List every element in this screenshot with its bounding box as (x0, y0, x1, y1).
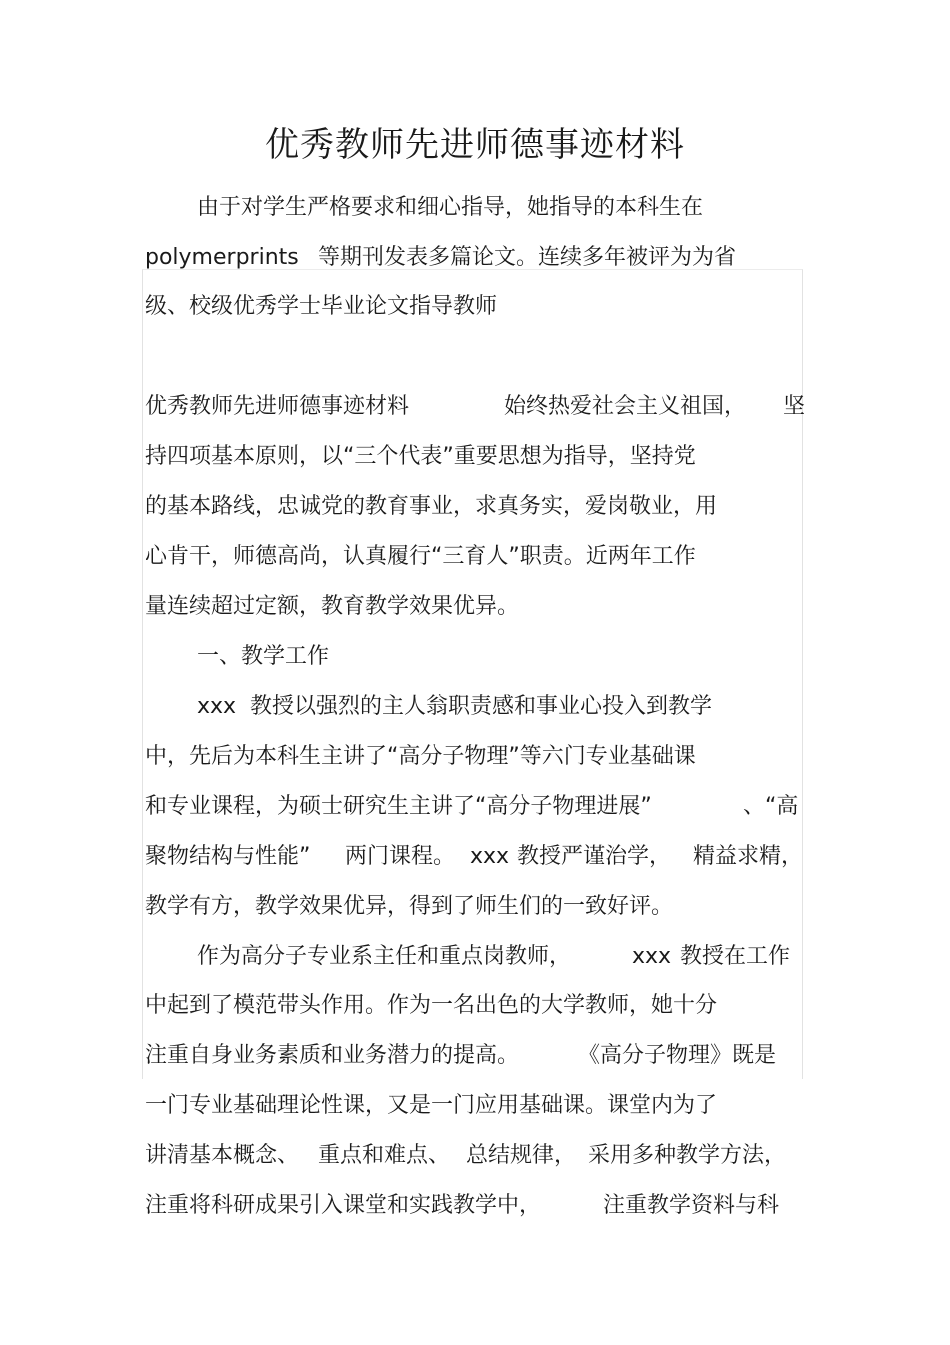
text-line-13-segment-2: 两门课程。 (345, 844, 456, 869)
text-line-17-segment-2: 《高分子物理》既是 (578, 1043, 777, 1068)
text-line-15-segment-3: 教授在工作 (680, 944, 791, 969)
text-line-3-segment-1: 级、校级优秀学士毕业论文指导教师 (145, 294, 498, 319)
text-line-17-segment-1: 注重自身业务素质和业务潜力的提高。 (145, 1043, 520, 1068)
text-line-19-segment-3: 总结规律， (466, 1143, 577, 1168)
text-line-15-segment-2: xxx (632, 944, 672, 969)
text-line-13-segment-5: 精益求精， (693, 844, 804, 869)
text-line-13-segment-4: 教授严谨治学， (517, 844, 672, 869)
text-line-4-segment-2: 始终热爱社会主义祖国， (504, 394, 747, 419)
text-line-2-segment-2: 等期刊发表多篇论文。连续多年被评为为省 (318, 245, 737, 270)
text-line-5-segment-1: 持四项基本原则，以“三个代表”重要思想为指导，坚持党 (145, 444, 696, 469)
text-line-1-segment-1: 由于对学生严格要求和细心指导，她指导的本科生在 (197, 195, 704, 220)
text-line-12-segment-1: 和专业课程，为硕士研究生主讲了“高分子物理进展” (145, 794, 652, 819)
document-title: 优秀教师先进师德事迹材料 (265, 125, 685, 165)
text-line-19-segment-2: 重点和难点、 (318, 1143, 451, 1168)
text-line-10-segment-1: xxx (197, 694, 237, 719)
text-line-4-segment-1: 优秀教师先进师德事迹材料 (145, 394, 410, 419)
text-line-9-segment-1: 一、教学工作 (197, 644, 330, 669)
text-line-6-segment-1: 的基本路线，忠诚党的教育事业，求真务实，爱岗敬业，用 (145, 494, 718, 519)
text-line-20-segment-2: 注重教学资料与科 (603, 1193, 780, 1218)
text-line-7-segment-1: 心肯干，师德高尚，认真履行“三育人”职责。近两年工作 (145, 544, 696, 569)
text-line-19-segment-4: 采用多种教学方法， (588, 1143, 787, 1168)
text-line-13-segment-3: xxx (470, 844, 510, 869)
text-line-14-segment-1: 教学有方，教学效果优异，得到了师生们的一致好评。 (145, 894, 674, 919)
text-line-20-segment-1: 注重将科研成果引入课堂和实践教学中， (145, 1193, 542, 1218)
text-line-4-segment-3: 坚 (783, 394, 806, 419)
text-line-19-segment-1: 讲清基本概念、 (145, 1143, 300, 1168)
text-line-11-segment-1: 中，先后为本科生主讲了“高分子物理”等六门专业基础课 (145, 744, 696, 769)
text-line-13-segment-1: 聚物结构与性能” (145, 844, 311, 869)
text-line-10-segment-2: 教授以强烈的主人翁职责感和事业心投入到教学 (250, 694, 713, 719)
text-line-12-segment-2: 、“高 (743, 794, 799, 819)
text-line-2-segment-1: polymerprints (145, 245, 299, 270)
text-line-15-segment-1: 作为高分子专业系主任和重点岗教师， (197, 944, 572, 969)
text-line-18-segment-1: 一门专业基础理论性课，又是一门应用基础课。课堂内为了 (145, 1093, 718, 1118)
text-line-8-segment-1: 量连续超过定额，教育教学效果优异。 (145, 594, 520, 619)
text-line-16-segment-1: 中起到了模范带头作用。作为一名出色的大学教师，她十分 (145, 993, 718, 1018)
